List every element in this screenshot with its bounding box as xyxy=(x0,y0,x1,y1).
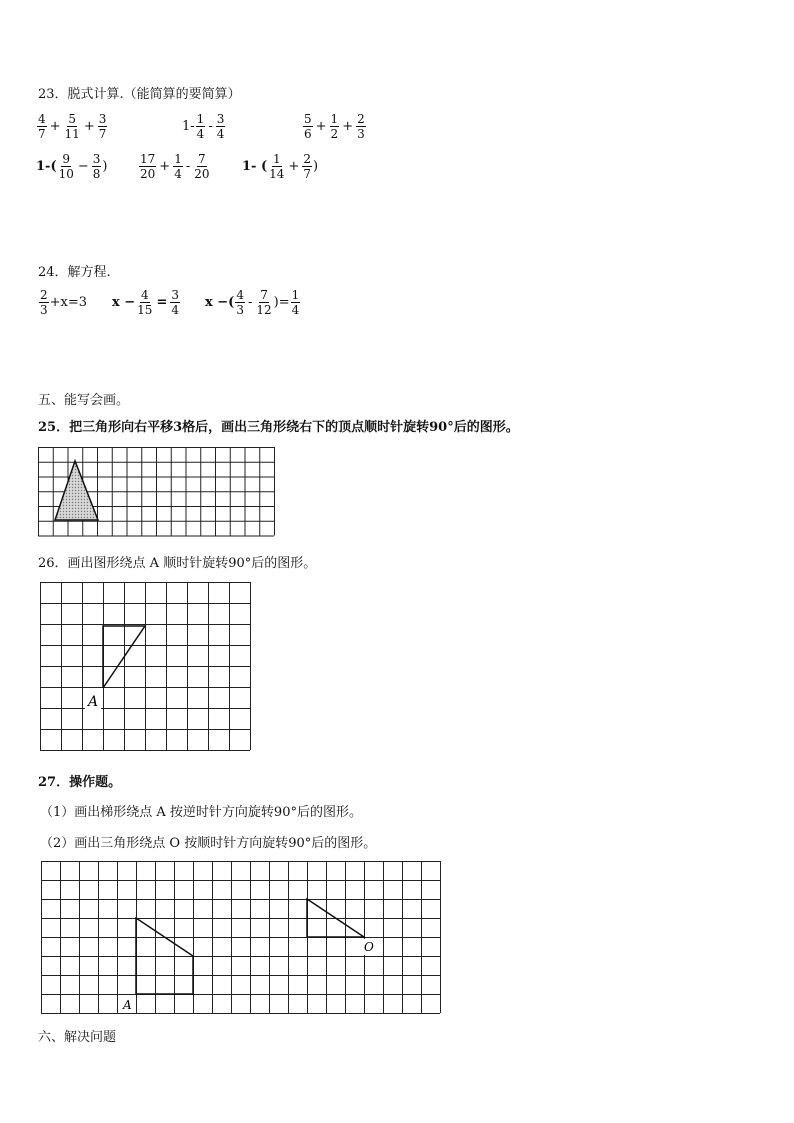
fraction: $\frac{17}{20}$ xyxy=(140,152,156,181)
fraction: $\frac{7}{12}$ xyxy=(256,288,272,317)
fraction: $\frac{7}{20}$ xyxy=(194,152,210,181)
q23-expr-4: 1-( $\frac{9}{10}$ − $\frac{3}{8}$ ) xyxy=(36,152,108,181)
q27-title: 27．操作题。 xyxy=(38,775,122,790)
fraction: $\frac{1}{2}$ xyxy=(330,112,339,141)
grid-lines xyxy=(40,582,251,751)
point-a-label: A xyxy=(88,694,99,710)
q25-title: 25．把三角形向右平移3格后，画出三角形绕右下的顶点顺时针旋转90°后的图形。 xyxy=(38,420,519,435)
fraction: $\frac{1}{4}$ xyxy=(174,152,182,181)
q23-title: 23．脱式计算.（能简算的要简算） xyxy=(38,87,241,102)
fraction: $\frac{1}{14}$ xyxy=(269,152,285,181)
fraction: $\frac{3}{4}$ xyxy=(216,112,225,141)
q24-equation-2: x − $\frac{4}{15}$ = $\frac{3}{4}$ xyxy=(112,288,179,317)
q23-expr-5: $\frac{17}{20}$ + $\frac{1}{4}$ - $\frac{7}{20}$ xyxy=(140,152,210,181)
q23-expr-6: 1- ( $\frac{1}{14}$ + $\frac{2}{7}$ ) xyxy=(242,152,319,181)
q25-grid xyxy=(38,447,279,536)
fraction: $\frac{4}{15}$ xyxy=(137,288,153,317)
q27-part-1: （1）画出梯形绕点 A 按逆时针方向旋转90°后的图形。 xyxy=(40,805,362,820)
fraction: $\frac{2}{3}$ xyxy=(40,288,48,317)
q26-grid xyxy=(40,582,253,753)
grid-lines xyxy=(41,861,441,1014)
fraction: $\frac{4}{3}$ xyxy=(236,288,244,317)
fraction: $\frac{3}{4}$ xyxy=(171,288,179,317)
fraction: $\frac{5}{6}$ xyxy=(304,112,312,141)
triangle-shape xyxy=(55,461,98,520)
q27-part-2: （2）画出三角形绕点 O 按顺时针方向旋转90°后的图形。 xyxy=(40,836,377,851)
q26-title: 26．画出图形绕点 A 顺时针旋转90°后的图形。 xyxy=(38,556,317,571)
fraction: $\frac{1}{4}$ xyxy=(196,112,205,141)
fraction: $\frac{2}{7}$ xyxy=(303,152,311,181)
q23-expr-3: $\frac{5}{6}$ + $\frac{1}{2}$ + $\frac{2}{3}$ xyxy=(304,112,365,141)
section-6-heading: 六、解决问题 xyxy=(38,1030,117,1045)
fraction: $\frac{4}{7}$ xyxy=(38,112,46,141)
point-o-label: O xyxy=(364,940,374,954)
fraction: $\frac{3}{7}$ xyxy=(98,112,107,141)
fraction: $\frac{5}{11}$ xyxy=(64,112,80,141)
q23-expr-1: $\frac{4}{7}$ + $\frac{5}{11}$ + $\frac{3}{7}$ xyxy=(38,112,107,141)
fraction: $\frac{9}{10}$ xyxy=(58,152,74,181)
fraction: $\frac{1}{4}$ xyxy=(291,288,300,317)
q24-equation-3: x −( $\frac{4}{3}$ - $\frac{7}{12}$ )= $\frac{1}{4}$ xyxy=(205,288,300,317)
section-5-heading: 五、能写会画。 xyxy=(38,393,130,408)
q23-expr-2: 1- $\frac{1}{4}$ - $\frac{3}{4}$ xyxy=(182,112,225,141)
q24-title: 24．解方程. xyxy=(38,265,111,280)
point-a-label: A xyxy=(123,998,132,1012)
q24-equation-1: $\frac{2}{3}$ +x=3 xyxy=(40,288,88,317)
fraction: $\frac{3}{8}$ xyxy=(92,152,101,181)
fraction: $\frac{2}{3}$ xyxy=(357,112,365,141)
q27-grid xyxy=(41,861,438,1013)
